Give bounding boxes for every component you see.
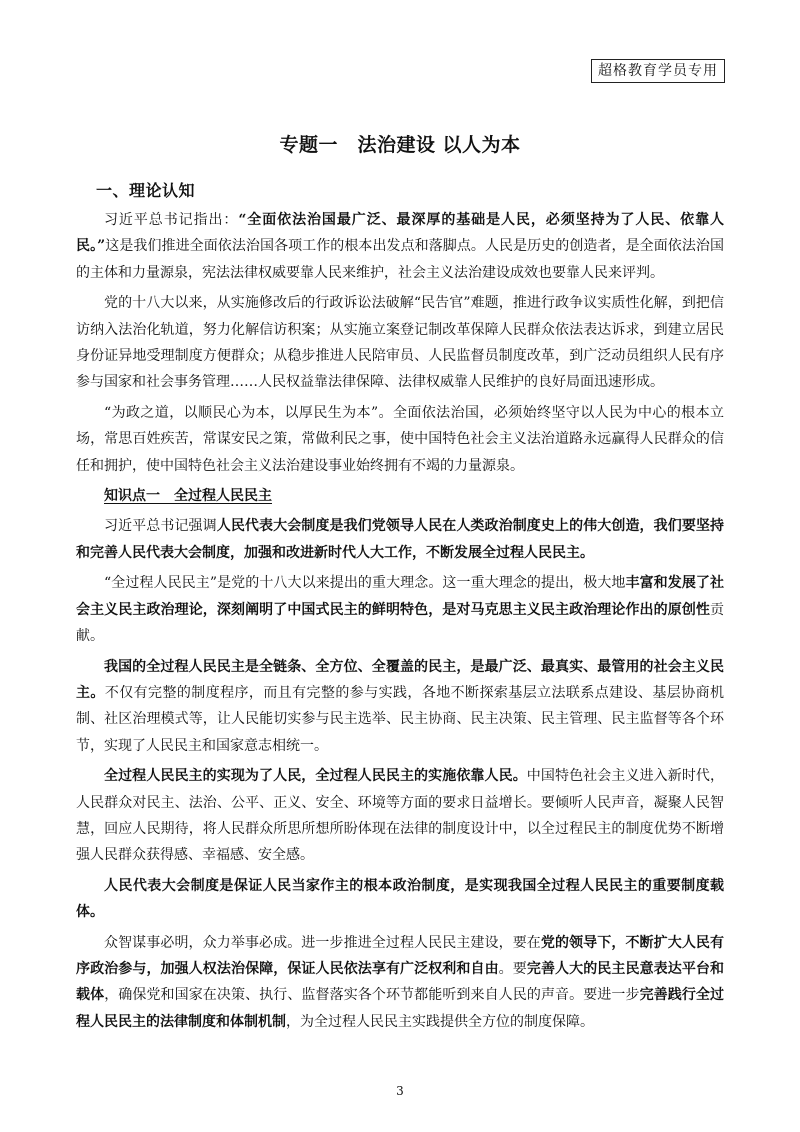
paragraph-8: 人民代表大会制度是保证人民当家作主的根本政治制度，是实现我国全过程人民民主的重要制度载体。: [76, 877, 724, 921]
paragraph-6: 我国的全过程人民民主是全链条、全方位、全覆盖的民主，是最广泛、最真实、最管用的社会主义民主。不仅有完整的制度程序，而且有完整的参与实践，各地不断探索基层立法联系点建设、基层协商机制、社区治理模式等，让人民能切实参与民主选举、民主协商、民主决策、民主管理、民主监督等各个环节，实现了人民民主和国家意志相统一。: [76, 658, 725, 754]
paragraph-5: “全过程人民民主”是党的十八大以来提出的重大理念。这一重大理念的提出，极大地丰富和发展了社会主义民主政治理论，深刻阐明了中国式民主的鲜明特色，是对马克思主义民主政治理论作出的原创性贡献。: [76, 575, 725, 645]
knowledge-point-heading: 知识点一 全过程人民民主: [104, 488, 272, 505]
paragraph-3: “为政之道，以顺民心为本，以厚民生为本”。全面依法治国，必须始终坚守以人民为中心的根本立场，常思百姓疾苦，常谋安民之策，常做利民之事，使中国特色社会主义法治道路永远赢得人民群众的信任和拥护，使中国特色社会主义法治建设事业始终拥有不竭的力量源泉。: [76, 404, 724, 474]
paragraph-4: 习近平总书记强调人民代表大会制度是我们党领导人民在人类政治制度史上的伟大创造，我们要坚持和完善人民代表大会制度，加强和改进新时代人大工作，不断发展全过程人民民主。: [76, 518, 725, 561]
document-body: [76, 207, 724, 1039]
page-number: 3: [396, 1084, 404, 1098]
section-heading: 一、理论认知: [96, 181, 196, 200]
page-title: 专题一 法治建设 以人为本: [279, 134, 521, 156]
paragraph-7: 全过程人民民主的实现为了人民，全过程人民民主的实施依靠人民。中国特色社会主义进入新时代，人民群众对民主、法治、公平、正义、安全、环境等方面的要求日益增长。要倾听人民声音，凝聚人民智慧，回应人民期待，将人民群众所思所想所盼体现在法律的制度设计中，以全过程民主的制度优势不断增强人民群众获得感、幸福感、安全感。: [76, 768, 725, 864]
paragraph-1: 习近平总书记指出：“全面依法治国最广泛、最深厚的基础是人民，必须坚持为了人民、依靠人民。”这是我们推进全面依法治国各项工作的根本出发点和落脚点。人民是历史的创造者，是全面依法治国的主体和力量源泉，宪法法律权威要靠人民来维护，社会主义法治建设成效也要靠人民来评判。: [76, 212, 724, 281]
paragraph-9: 众智谋事必明，众力举事必成。进一步推进全过程人民民主建设，要在党的领导下，不断扩大人民有序政治参与，加强人权法治保障，保证人民依法享有广泛权利和自由。要完善人大的民主民意表达平台和载体，确保党和国家在决策、执行、监督落实各个环节都能听到来自人民的声音。要进一步完善践行全过程人民民主的法律制度和体制机制，为全过程人民民主实践提供全方位的制度保障。: [76, 934, 725, 1030]
watermark-stamp: 超格教育学员专用: [591, 59, 725, 83]
paragraph-2: 党的十八大以来，从实施修改后的行政诉讼法破解“民告官”难题，推进行政争议实质性化解，到把信访纳入法治化轨道，努力化解信访积案；从实施立案登记制改革保障人民群众依法表达诉求，到建立居民身份证异地受理制度方便群众；从稳步推进人民陪审员、人民监督员制度改革，到广泛动员组织人民有序参与国家和社会事务管理……人民权益靠法律保障、法律权威靠人民维护的良好局面迅速形成。: [76, 295, 724, 391]
